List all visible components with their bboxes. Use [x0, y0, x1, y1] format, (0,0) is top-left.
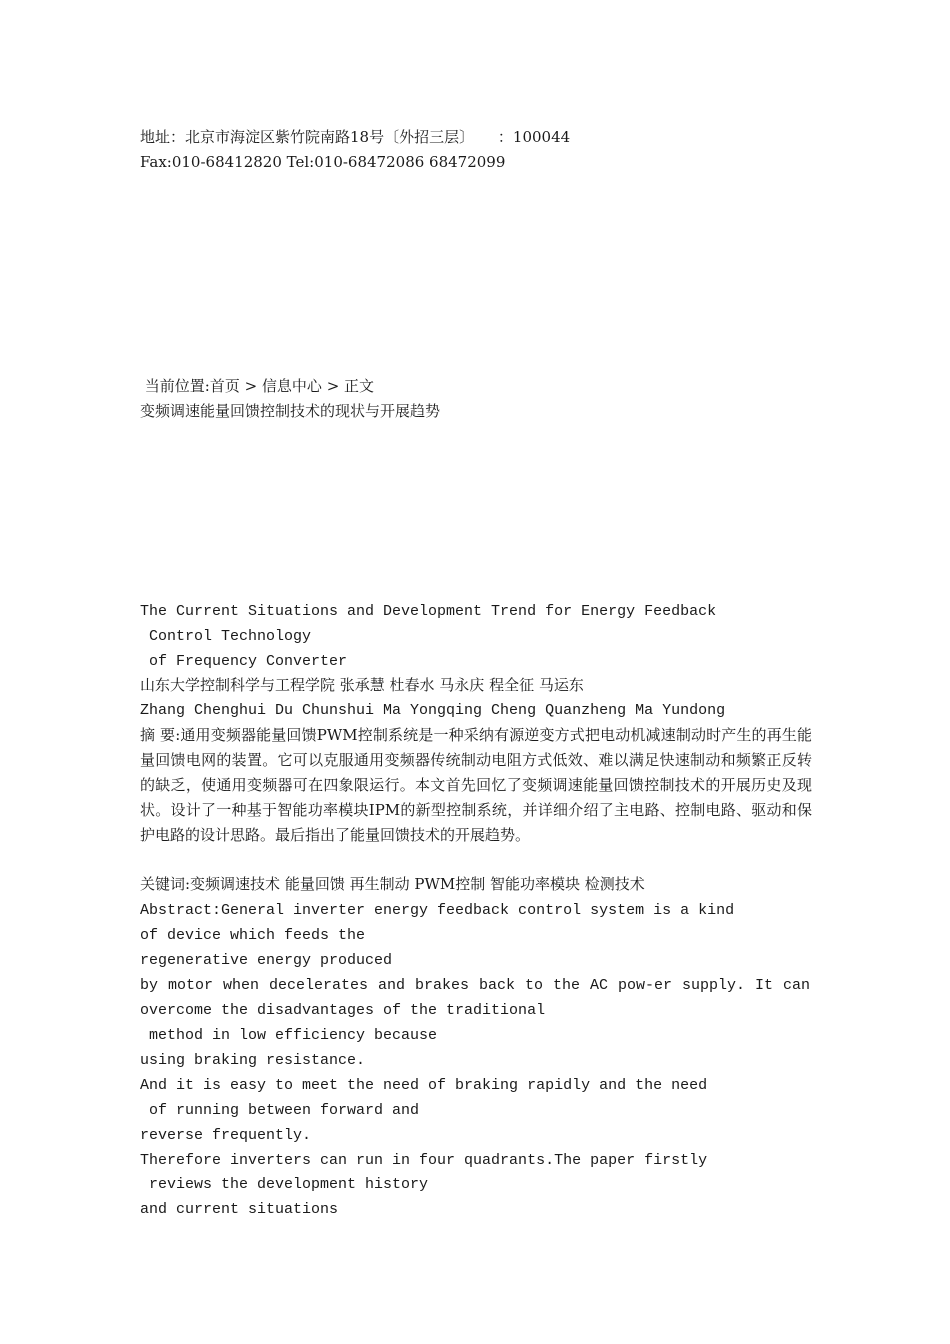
english-title-line: Control Technology	[140, 628, 312, 645]
breadcrumb: 当前位置:首页 > 信息中心 > 正文	[140, 377, 375, 395]
abstract-chinese: 摘 要:通用变频器能量回馈PWM控制系统是一种采纳有源逆变方式把电动机减速制动时产生的再生能量回馈电网的装置。它可以克服通用变频器传统制动电阻方式低效、难以满足快速制动和频繁正反转的缺乏，使通用变频器可在四象限运行。本文首先回忆了变频调速能量回馈控制技术的开展历史及现状。设计了一种基于智能功率模块IPM的新型控制系统，并详细介绍了主电路、控制电路、驱动和保护电路的设计思路。最后指出了能量回馈技术的开展趋势。	[140, 726, 812, 844]
abstract-english-line: reviews the development history	[140, 1176, 429, 1193]
english-title-line: of Frequency Converter	[140, 653, 348, 670]
abstract-english-line: and current situations	[140, 1201, 339, 1218]
abstract-english-line: regenerative energy produced	[140, 952, 393, 969]
address-line: 地址：北京市海淀区紫竹院南路18号〔外招三层〕 ：100044	[140, 128, 571, 146]
abstract-english-line: And it is easy to meet the need of braking rapidly and the need	[140, 1077, 708, 1094]
article-title: 变频调速能量回馈控制技术的现状与开展趋势	[140, 402, 441, 420]
abstract-english-line: Abstract:General inverter energy feedback control system is a kind	[140, 902, 735, 919]
abstract-english-line: of running between forward and	[140, 1102, 420, 1119]
abstract-english-line: Therefore inverters can run in four quadrants.The paper firstly	[140, 1152, 708, 1169]
abstract-english-line: using braking resistance.	[140, 1052, 366, 1069]
contact-line: Fax:010-68412820 Tel:010-68472086 68472099	[140, 153, 506, 171]
abstract-english-line: reverse frequently.	[140, 1127, 312, 1144]
abstract-english-line: by motor when decelerates and brakes back to the AC pow-er supply. It can	[140, 977, 810, 994]
abstract-english-line: of device which feeds the	[140, 927, 366, 944]
authors-english: Zhang Chenghui Du Chunshui Ma Yongqing Cheng Quanzheng Ma Yundong	[140, 702, 726, 719]
abstract-english-line: overcome the disadvantages of the traditional	[140, 1002, 546, 1019]
abstract-english-line: method in low efficiency because	[140, 1027, 438, 1044]
english-title-line: The Current Situations and Development Trend for Energy Feedback	[140, 603, 717, 620]
keywords: 关键词:变频调速技术 能量回馈 再生制动 PWM控制 智能功率模块 检测技术	[140, 875, 645, 893]
affiliation-authors: 山东大学控制科学与工程学院 张承慧 杜春水 马永庆 程全征 马运东	[140, 676, 584, 694]
